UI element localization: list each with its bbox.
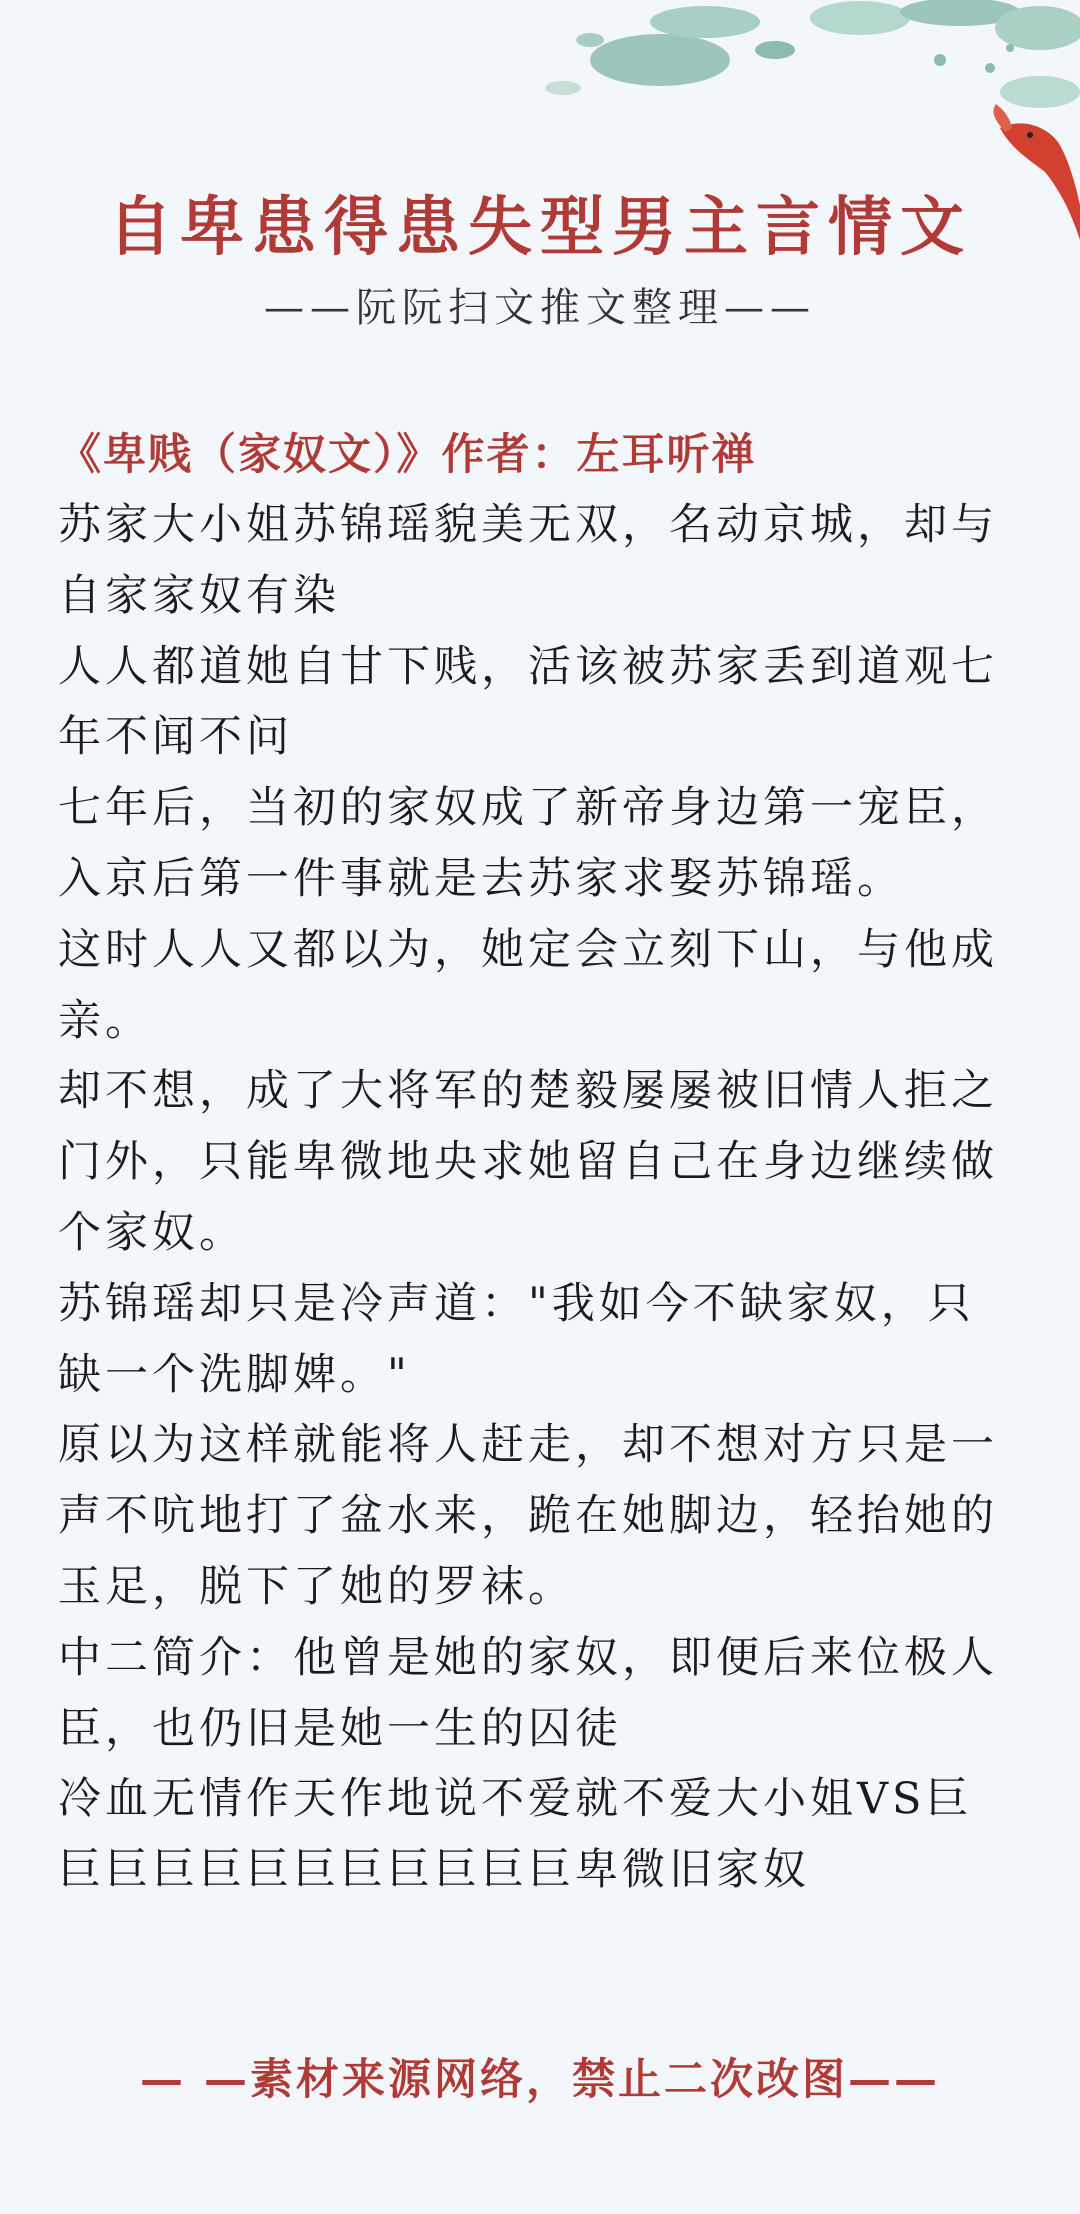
synopsis-paragraph: 中二简介：他曾是她的家奴，即便后来位极人臣，也仍旧是她一生的囚徒 [58, 1632, 998, 1754]
synopsis-paragraph: 苏锦瑶却只是冷声道："我如今不缺家奴，只缺一个洗脚婢。" [58, 1278, 975, 1400]
synopsis-paragraph: 人人都道她自甘下贱，活该被苏家丢到道观七年不闻不问 [58, 641, 998, 763]
synopsis-paragraph: 苏家大小姐苏锦瑶貌美无双，名动京城，却与自家家奴有染 [58, 500, 998, 621]
synopsis-paragraph: 却不想，成了大将军的楚毅屡屡被旧情人拒之门外，只能卑微地央求她留自己在身边继续做个家奴。 [58, 1066, 998, 1258]
book-title-line: 《卑贱（家奴文）》作者：左耳听禅 [58, 430, 757, 480]
synopsis [58, 490, 1018, 1906]
page-subtitle: ——阮阮扫文推文整理—— [264, 285, 816, 331]
synopsis-paragraph: 七年后，当初的家奴成了新帝身边第一宠臣，入京后第一件事就是去苏家求娶苏锦瑶。 [58, 783, 998, 904]
synopsis-paragraph: 这时人人又都以为，她定会立刻下山，与他成亲。 [58, 924, 998, 1046]
synopsis-paragraph: 原以为这样就能将人赶走，却不想对方只是一声不吭地打了盆水来，跪在她脚边，轻抬她的玉足，脱下了她的罗袜。 [58, 1420, 998, 1612]
source-notice: — —素材来源网络，禁止二次改图—— [140, 2055, 940, 2105]
page-title: 自卑患得患失型男主言情文 [108, 190, 972, 265]
synopsis-paragraph: 冷血无情作天作地说不爱就不爱大小姐VS巨巨巨巨巨巨巨巨巨巨巨巨卑微旧家奴 [58, 1774, 973, 1896]
